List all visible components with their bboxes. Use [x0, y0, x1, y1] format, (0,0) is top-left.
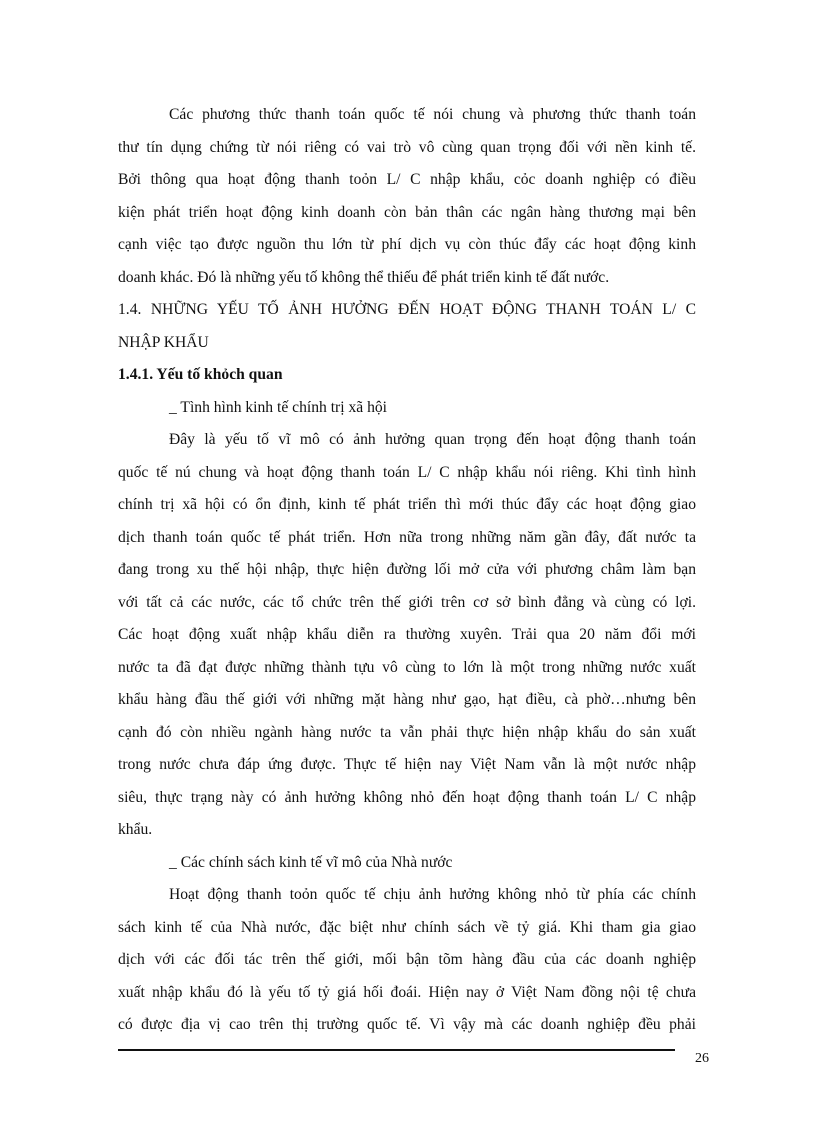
paragraph-line: khẩu. [118, 821, 153, 838]
paragraph-line: Bởi thông qua hoạt động thanh toỏn L/ C nhập khẩu, cỏc doanh nghiệp có điều [118, 171, 696, 188]
paragraph-line: dịch thanh toán quốc tế phát triển. Hơn nữa trong những năm gần đây, đất nước ta [118, 528, 696, 546]
paragraph-line: siêu, thực trạng này có ảnh hưởng không nhỏ đến hoạt động thanh toán L/ C nhập [118, 788, 696, 806]
footer-divider [118, 1049, 675, 1051]
page-number: 26 [695, 1051, 709, 1066]
paragraph-line: cạnh đó còn nhiều ngành hàng nước ta vẫn phải thực hiện nhập khẩu do sản xuất [118, 723, 696, 741]
paragraph-line: doanh khác. Đó là những yếu tố không thể thiếu để phát triển kinh tế đất nước. [118, 268, 610, 286]
paragraph-line: có được địa vị cao trên thị trường quốc tế. Vì vậy mà các doanh nghiệp đều phải [118, 1016, 696, 1033]
paragraph-line: chính trị xã hội có ổn định, kinh tế phát triển thì mới thúc đẩy các hoạt động giao [118, 496, 696, 513]
paragraph-line: cạnh việc tạo được nguồn thu lớn từ phí dịch vụ còn thúc đẩy các hoạt động kinh [118, 236, 696, 253]
paragraph-line: sách kinh tế của Nhà nước, đặc biệt như chính sách về tỷ giá. Khi tham gia giao [118, 918, 696, 936]
paragraph-line: trong nước chưa đáp ứng được. Thực tế hiện nay Việt Nam vẫn là một nước nhập [118, 756, 696, 773]
paragraph-line: đang trong xu thế hội nhập, thực hiện đường lối mở cửa với phương châm làm bạn [118, 561, 696, 578]
section-heading: NHẬP KHẨU [118, 333, 209, 351]
paragraph-line: Hoạt động thanh toỏn quốc tế chịu ảnh hưởng không nhỏ từ phía các chính [169, 886, 696, 903]
paragraph-line: xuất nhập khẩu đó là yếu tố tỷ giá hối đoái. Hiện nay ở Việt Nam đồng nội tệ chưa [118, 983, 696, 1001]
paragraph-line: Đây là yếu tố vĩ mô có ảnh hưởng quan trọng đến hoạt động thanh toán [169, 431, 696, 448]
paragraph-line: dịch với các đối tác trên thế giới, mối bận tõm hàng đầu của các doanh nghiệp [118, 951, 696, 968]
subsection-heading: 1.4.1. Yếu tố khỏch quan [118, 366, 283, 383]
paragraph-line: quốc tế nú chung và hoạt động thanh toán L/ C nhập khẩu nói riêng. Khi tình hình [118, 463, 696, 481]
paragraph-line: thư tín dụng chứng từ nói riêng có vai trò vô cùng quan trọng đối với nền kinh tế. [118, 138, 696, 156]
section-heading: 1.4. NHỮNG YẾU TỐ ẢNH HƯỞNG ĐẾN HOẠT ĐỘNG THANH TOÁN L/ C [118, 301, 696, 318]
paragraph-line: khẩu hàng đầu thế giới với những mặt hàng như gạo, hạt điều, cà phờ…nhưng bên [118, 691, 696, 708]
paragraph-line: với tất cả các nước, các tổ chức trên thế giới trên cơ sở bình đẳng và cùng có lợi. [118, 593, 696, 611]
bullet-heading: _ Các chính sách kinh tế vĩ mô của Nhà nước [169, 853, 453, 871]
paragraph-line: Các phương thức thanh toán quốc tế nói chung và phương thức thanh toán [169, 106, 696, 123]
paragraph-line: nước ta đã đạt được những thành tựu vô cùng to lớn là một trong những nước xuất [118, 658, 696, 676]
paragraph-line: kiện phát triển hoạt động kinh doanh còn bản thân các ngân hàng thương mại bên [118, 203, 696, 221]
page-body [118, 99, 696, 1042]
bullet-heading: _ Tình hình kinh tế chính trị xã hội [169, 398, 388, 416]
paragraph-line: Các hoạt động xuất nhập khẩu diễn ra thường xuyên. Trải qua 20 năm đổi mới [118, 626, 696, 643]
